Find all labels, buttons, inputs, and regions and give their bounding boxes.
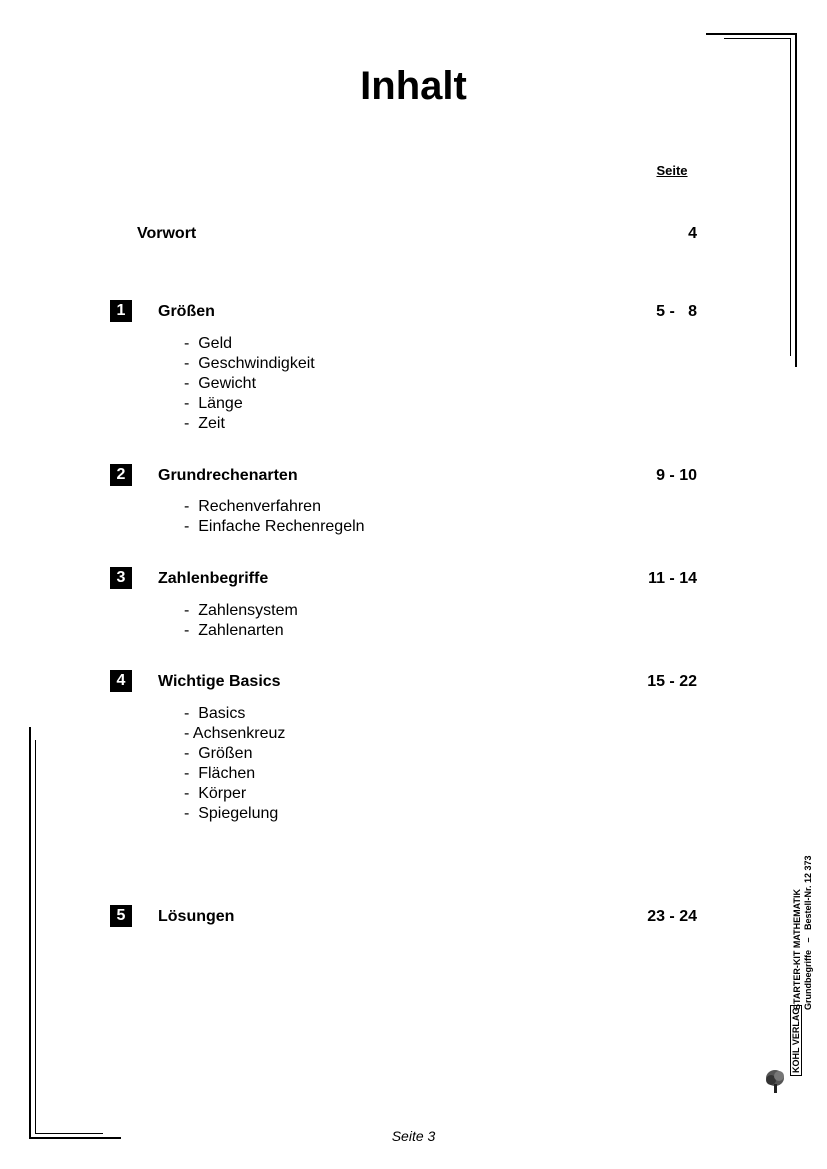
frame-line bbox=[29, 727, 31, 1139]
pages-column-header: Seite bbox=[656, 163, 688, 178]
series-title: STARTER-KIT MATHEMATIK bbox=[792, 889, 802, 1010]
chapter-number-badge: 4 bbox=[110, 670, 132, 692]
chapter-subitem: - Zeit bbox=[184, 415, 225, 432]
chapter-title: Zahlenbegriffe bbox=[158, 570, 269, 587]
frame-line bbox=[724, 38, 791, 39]
chapter-pages: 11 - 14 bbox=[648, 570, 697, 587]
chapter-pages: 15 - 22 bbox=[647, 673, 697, 690]
chapter-title: Wichtige Basics bbox=[158, 673, 281, 690]
chapter-subitem: - Rechenverfahren bbox=[184, 498, 321, 515]
chapter-title: Grundrechenarten bbox=[158, 467, 298, 484]
page-number: Seite 3 bbox=[391, 1128, 436, 1144]
page-title: Inhalt bbox=[360, 64, 467, 108]
chapter-number-badge: 2 bbox=[110, 464, 132, 486]
chapter-number-badge: 3 bbox=[110, 567, 132, 589]
chapter-title: Lösungen bbox=[158, 908, 235, 925]
frame-line bbox=[706, 33, 797, 35]
tree-logo-icon bbox=[764, 1068, 788, 1094]
toc-entry-preface: Vorwort bbox=[137, 225, 197, 242]
chapter-subitem: - Gewicht bbox=[184, 375, 257, 392]
chapter-subitem: - Basics bbox=[184, 705, 246, 722]
chapter-subitem: - Geld bbox=[184, 335, 233, 352]
series-order-number: Grundbegriffe – Bestell-Nr. 12 373 bbox=[803, 855, 813, 1010]
chapter-number-badge: 1 bbox=[110, 300, 132, 322]
frame-line bbox=[35, 740, 36, 1134]
publisher-logo: KOHL VERLAG bbox=[790, 1005, 802, 1076]
toc-preface-pages: 4 bbox=[688, 225, 697, 242]
chapter-subitem: - Zahlensystem bbox=[184, 602, 298, 619]
chapter-subitem: - Einfache Rechenregeln bbox=[184, 518, 365, 535]
series-info bbox=[792, 855, 814, 1010]
chapter-subitem: - Flächen bbox=[184, 765, 256, 782]
chapter-subitem: - Körper bbox=[184, 785, 247, 802]
chapter-subitem: - Zahlenarten bbox=[184, 622, 284, 639]
chapter-subitem: - Achsenkreuz bbox=[184, 725, 286, 742]
chapter-title: Größen bbox=[158, 303, 215, 320]
chapter-pages: 5 - 8 bbox=[656, 303, 697, 320]
chapter-number-badge: 5 bbox=[110, 905, 132, 927]
chapter-pages: 9 - 10 bbox=[656, 467, 697, 484]
chapter-subitem: - Geschwindigkeit bbox=[184, 355, 315, 372]
chapter-subitem: - Spiegelung bbox=[184, 805, 279, 822]
chapter-subitem: - Länge bbox=[184, 395, 243, 412]
chapter-subitem: - Größen bbox=[184, 745, 253, 762]
chapter-pages: 23 - 24 bbox=[647, 908, 697, 925]
